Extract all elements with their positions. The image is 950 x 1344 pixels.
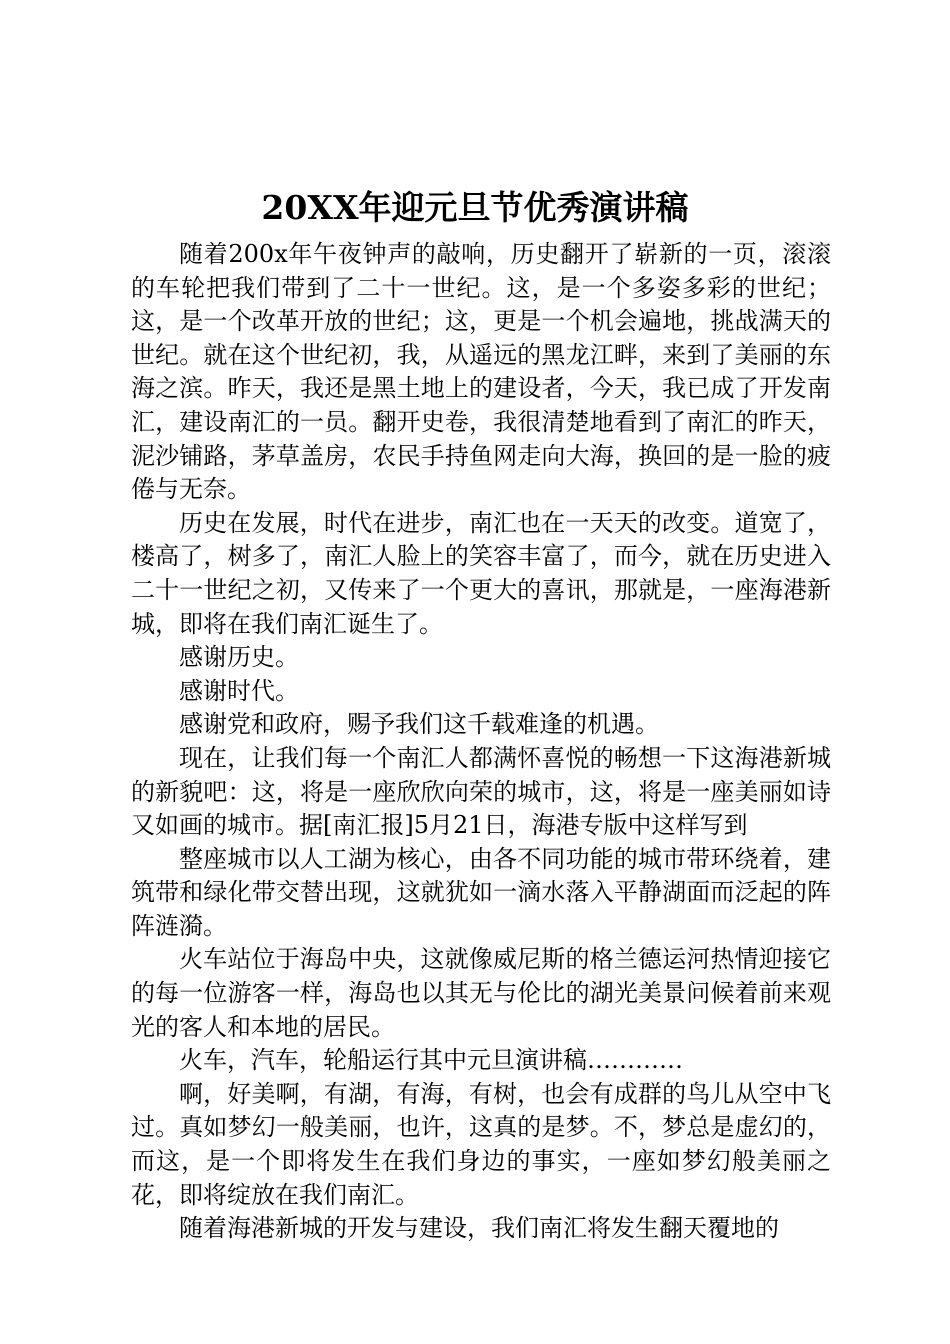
paragraph: 火车，汽车，轮船运行其中元旦演讲稿………… [179, 1046, 683, 1075]
paragraph: 现在，让我们每一个南汇人都满怀喜悦的畅想一下这海港新城的新貌吧：这，将是一座欣欣向荣的城市，这，将是一座美丽如诗又如画的城市。据[南汇报]5月21日，海港专版中这样写到 [131, 743, 831, 840]
paragraph: 火车站位于海岛中央，这就像威尼斯的格兰德运河热情迎接它的每一位游客一样，海岛也以其无与伦比的湖光美景问候着前来观光的客人和本地的居民。 [131, 945, 831, 1041]
document-title: 20XX年迎元旦节优秀演讲稿 [261, 188, 689, 227]
document-body [131, 238, 831, 1246]
paragraph: 历史在发展，时代在进步，南汇也在一天天的改变。道宽了，楼高了，树多了，南汇人脸上的笑容丰富了，而今，就在历史进入二十一世纪之初，又传来了一个更大的喜讯，那就是，一座海港新城，即将在我们南汇诞生了。 [131, 508, 831, 638]
paragraph: 随着海港新城的开发与建设，我们南汇将发生翻天覆地的 [179, 1214, 779, 1243]
paragraph: 整座城市以人工湖为核心，由各不同功能的城市带环绕着，建筑带和绿化带交替出现，这就犹如一滴水落入平静湖面而泛起的阵阵涟漪。 [131, 844, 831, 940]
paragraph: 感谢时代。 [179, 676, 299, 705]
paragraph: 啊，好美啊，有湖，有海，有树，也会有成群的鸟儿从空中飞过。真如梦幻一般美丽，也许，这真的是梦。不，梦总是虚幻的，而这，是一个即将发生在我们身边的事实，一座如梦幻般美丽之花，即将绽放在我们南汇。 [131, 1079, 831, 1209]
paragraph: 感谢党和政府，赐予我们这千载难逢的机遇。 [179, 710, 659, 739]
paragraph: 感谢历史。 [179, 643, 299, 672]
paragraph: 随着200x年午夜钟声的敲响，历史翻开了崭新的一页，滚滚的车轮把我们带到了二十一世纪。这，是一个多姿多彩的世纪；这，是一个改革开放的世纪；这，更是一个机会遍地，挑战满天的世纪。就在这个世纪初，我，从遥远的黑龙江畔，来到了美丽的东海之滨。昨天，我还是黑土地上的建设者，今天，我已成了开发南汇，建设南汇的一员。翻开史卷，我很清楚地看到了南汇的昨天，泥沙铺路，茅草盖房，农民手持鱼网走向大海，换回的是一脸的疲倦与无奈。 [131, 240, 831, 504]
